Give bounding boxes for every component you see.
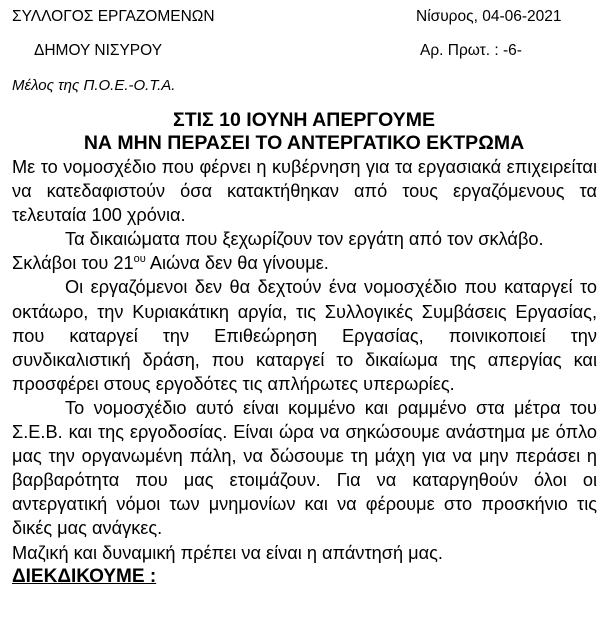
paragraph-rights: Τα δικαιώματα που ξεχωρίζουν τον εργάτη από τον σκλάβο.	[65, 229, 544, 250]
municipality-name: ΔΗΜΟΥ ΝΙΣΥΡΟΥ	[34, 42, 163, 59]
paragraph-intro: Με το νομοσχέδιο που φέρνει η κυβέρνηση για τα εργασιακά επιχειρείται να κατεδαφιστούν όσα κατακτήθηκαν από τους εργαζόμενους τα τελευταία 100 χρόνια.	[12, 157, 597, 226]
demands-heading: ΔΙΕΚΔΙΚΟΥΜΕ :	[12, 565, 157, 587]
paragraph-closing: Μαζική και δυναμική πρέπει να είναι η απάντησή μας.	[12, 542, 443, 563]
paragraph-call-to-action: Το νομοσχέδιο αυτό είναι κομμένο και ραμμένο στα μέτρα του Σ.Ε.Β. και της εργοδοσίας. Είναι ώρα να σηκώσουμε ανάστημα με όπλο μας την οργανωμένη πάλη, να δώσουμε τη μάχη για να μην περάσει η βαρβαρότητα που μας ετοιμάζουν. Για να καταργηθούν όλοι οι αντεργατική νόμοι των μνημονίων και να φέρουμε στο προσκήνιο τις δικές μας ανάγκες.	[12, 397, 597, 539]
protocol-number: Αρ. Πρωτ. : -6-	[420, 42, 522, 59]
slaves-text-before: Σκλάβοι του 21	[12, 253, 134, 274]
paragraph-bill-contents: Οι εργαζόμενοι δεν θα δεχτούν ένα νομοσχέδιο που καταργεί το οκτάωρο, την Κυριακάτικη αργία, τις Συλλογικές Συμβάσεις Εργασίας, που καταργεί την Επιθεώρηση Εργασίας, ποινικοποιεί την συνδικαλιστική δράση, που καταργεί το δικαίωμα της απεργίας και προσφέρει στους εργοδότες τις απλήρωτες υπερωρίες.	[12, 277, 597, 394]
headline-slogan: ΝΑ ΜΗΝ ΠΕΡΑΣΕΙ ΤΟ ΑΝΤΕΡΓΑΤΙΚΟ ΕΚΤΡΩΜΑ	[83, 132, 525, 154]
organization-name: ΣΥΛΛΟΓΟΣ ΕΡΓΑΖΟΜΕΝΩΝ	[12, 8, 215, 25]
headline-strike-date: ΣΤΙΣ 10 ΙΟΥΝΗ ΑΠΕΡΓΟΥΜΕ	[173, 109, 435, 131]
federation-membership: Μέλος της Π.Ο.Ε.-Ο.Τ.Α.	[12, 77, 176, 94]
slaves-text-after: Αιώνα δεν θα γίνουμε.	[145, 253, 329, 274]
place-and-date: Νίσυρος, 04-06-2021	[416, 8, 562, 25]
paragraph-slaves	[12, 251, 597, 275]
body-text	[12, 155, 597, 589]
ordinal-superscript: ου	[133, 253, 146, 266]
